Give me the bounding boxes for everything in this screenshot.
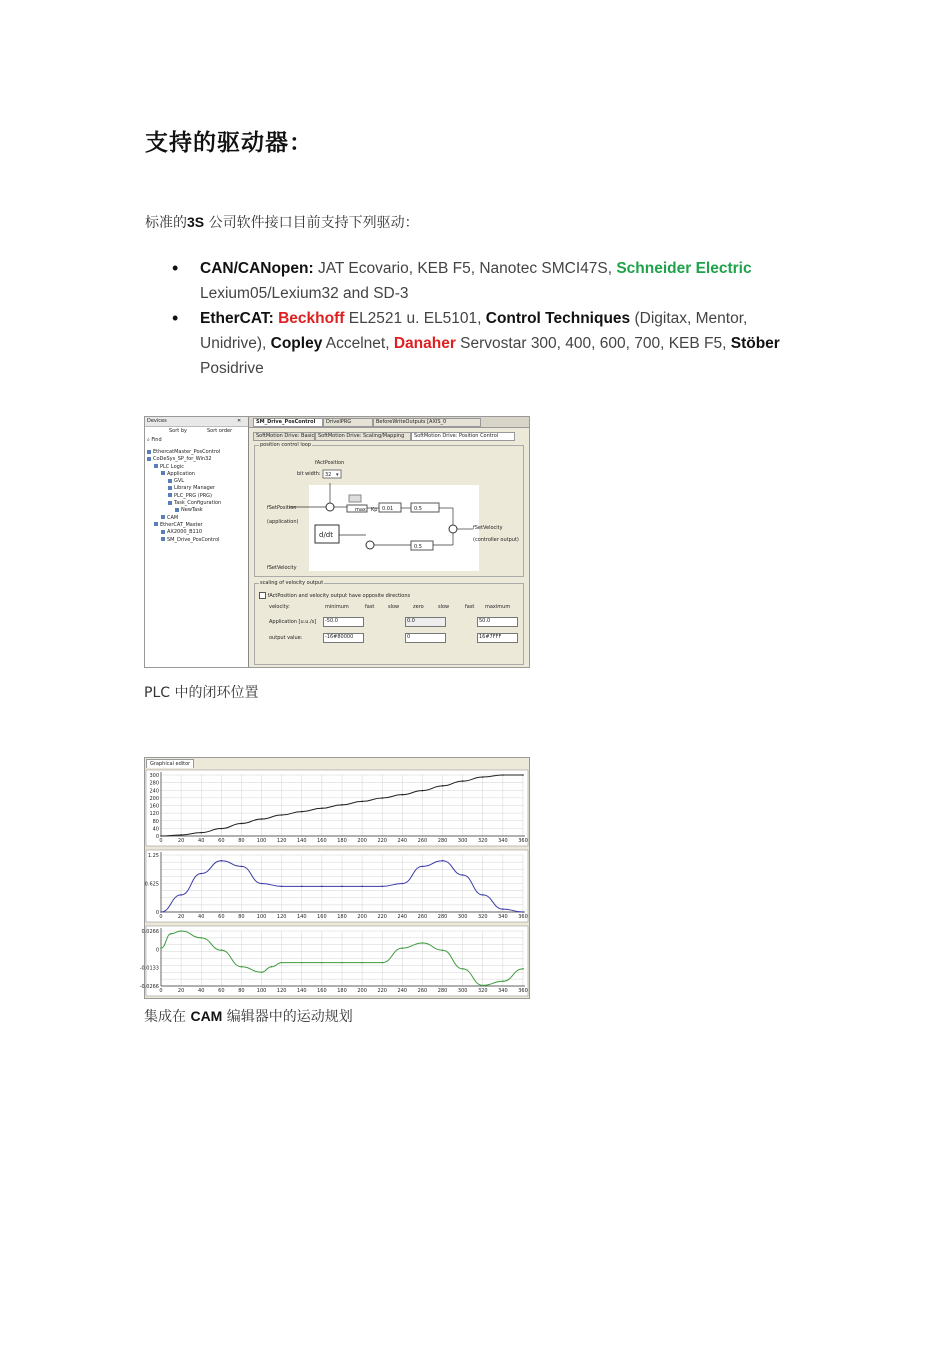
data-point <box>160 835 162 837</box>
data-point <box>261 883 263 885</box>
devices-panel <box>145 417 249 667</box>
tree-item-label: Task_Configuration <box>174 500 222 507</box>
scaling-header: maximum <box>485 604 511 610</box>
figure2-caption <box>144 1006 353 1026</box>
chevron-down-icon: ▾ <box>336 472 339 478</box>
position-control-group-title: position control loop <box>260 442 311 448</box>
y-tick-label: 0 <box>155 834 159 840</box>
data-point <box>271 966 273 968</box>
tree-item[interactable] <box>147 493 247 500</box>
data-point <box>522 774 524 776</box>
y-tick-label: 80 <box>152 818 159 825</box>
application-label: (application) <box>267 519 299 525</box>
y-tick-label: 40 <box>152 826 159 833</box>
scaling-header: velocity: <box>269 604 290 610</box>
data-point <box>442 860 444 862</box>
driver-text: Accelnet, <box>322 335 394 352</box>
data-point <box>221 860 223 862</box>
data-point <box>482 985 484 987</box>
controller-output-label: (controller output) <box>473 537 519 543</box>
x-tick-label: 360 <box>518 838 528 844</box>
set-velocity-in-label: fSetVelocity <box>267 565 297 571</box>
caption2-prefix: 集成在 <box>144 1009 191 1025</box>
drivers-list <box>170 256 810 381</box>
graphical-editor-tab[interactable] <box>146 759 194 768</box>
x-tick-label: 160 <box>317 914 327 920</box>
driver-text: Posidrive <box>200 360 264 377</box>
data-point <box>402 947 404 949</box>
control-diagram-svg <box>263 457 519 572</box>
x-tick-label: 280 <box>437 988 448 994</box>
tree-item-label: CAM <box>167 514 179 521</box>
tree-node-icon <box>147 450 151 454</box>
data-point <box>321 962 323 964</box>
intro-bold: 3S <box>187 214 205 230</box>
x-tick-label: 340 <box>498 838 508 844</box>
document-tab[interactable]: BeforeWriteOutputs [AXIS_0 <box>373 418 481 427</box>
driver-vendor: Stöber <box>730 335 780 352</box>
data-point <box>341 804 343 806</box>
y-tick-label: 0.625 <box>144 881 159 888</box>
scaling-headers <box>255 604 523 612</box>
data-point <box>422 866 424 868</box>
tree-item[interactable] <box>147 507 247 514</box>
tree-item-label: NewTask <box>181 507 203 514</box>
x-tick-label: 20 <box>177 838 185 844</box>
cam-chart-panel <box>146 770 528 846</box>
x-tick-label: 340 <box>498 914 508 920</box>
data-point <box>462 780 464 782</box>
x-tick-label: 180 <box>337 988 347 994</box>
data-point <box>301 811 303 813</box>
driver-bus-label: EtherCAT: <box>200 310 274 327</box>
cam-charts <box>139 768 529 998</box>
find-button[interactable] <box>147 437 162 444</box>
kp-value: 0.01 <box>382 506 394 512</box>
scaling-header: slow <box>388 604 400 610</box>
x-tick-label: 240 <box>397 988 408 994</box>
data-point <box>361 962 363 964</box>
data-point <box>261 818 263 820</box>
tree-item[interactable] <box>147 522 247 529</box>
x-tick-label: 120 <box>276 988 287 994</box>
tree-node-icon <box>161 471 165 475</box>
tree-item-label: CoDeSys_SP_for_Win32 <box>153 456 212 463</box>
velocity-scaling-title: scaling of velocity output <box>260 580 324 586</box>
data-point <box>341 886 343 888</box>
data-point <box>422 942 424 944</box>
data-point <box>381 886 383 888</box>
checkbox-label: fActPosition and velocity output have opposite directions <box>267 593 411 599</box>
x-tick-label: 320 <box>478 838 488 844</box>
data-point <box>442 785 444 787</box>
data-point <box>522 911 524 913</box>
editor-sub-tab[interactable]: SoftMotion Drive: Scaling/Mapping <box>315 432 411 441</box>
data-point <box>180 894 182 896</box>
data-point <box>281 962 283 964</box>
data-point <box>200 937 202 939</box>
x-tick-label: 240 <box>397 838 408 844</box>
gain-value-1: 0.5 <box>414 506 422 512</box>
x-tick-label: 80 <box>238 914 245 920</box>
data-point <box>241 823 243 825</box>
x-tick-label: 20 <box>177 914 185 920</box>
data-point <box>381 797 383 799</box>
tree-node-icon <box>168 501 172 505</box>
opposite-direction-checkbox[interactable] <box>259 592 410 600</box>
x-tick-label: 140 <box>297 914 307 920</box>
data-point <box>482 776 484 778</box>
data-point <box>281 814 283 816</box>
tree-item[interactable] <box>147 449 247 456</box>
y-tick-label: 300 <box>149 773 159 779</box>
x-tick-label: 180 <box>337 838 347 844</box>
data-point <box>241 866 243 868</box>
data-point <box>482 894 484 896</box>
tree-node-icon <box>161 530 165 534</box>
driver-vendor: Control Techniques <box>485 310 631 327</box>
data-point <box>502 774 504 776</box>
x-tick-label: 200 <box>357 914 367 920</box>
data-point <box>462 874 464 876</box>
data-point <box>170 933 172 935</box>
x-tick-label: 60 <box>218 914 225 920</box>
y-tick-label: 0.0266 <box>141 929 159 935</box>
y-tick-label: 0 <box>155 947 159 954</box>
scaling-header: fast <box>465 604 475 610</box>
x-tick-label: 40 <box>198 914 205 920</box>
tree-node-icon <box>154 464 158 468</box>
x-tick-label: 40 <box>198 988 205 994</box>
x-tick-label: 280 <box>437 914 448 920</box>
scaling-value-field[interactable]: -16#80000 <box>323 633 364 643</box>
data-point <box>221 949 223 951</box>
data-point <box>502 908 504 910</box>
checkbox-box[interactable] <box>259 592 266 599</box>
data-point <box>442 949 444 951</box>
chart-frame <box>146 926 528 996</box>
x-tick-label: 100 <box>256 838 267 844</box>
derivative-label: d/dt <box>319 531 333 539</box>
device-tree <box>147 449 247 544</box>
x-tick-label: 220 <box>377 838 387 844</box>
x-tick-label: 80 <box>238 838 245 844</box>
control-diagram <box>263 457 519 572</box>
data-point <box>361 801 363 803</box>
scaling-value-field[interactable]: 0 <box>405 633 446 643</box>
driver-vendor: Beckhoff <box>278 310 345 327</box>
graphical-editor-tab-label: Graphical editor <box>150 761 191 767</box>
x-tick-label: 0 <box>159 838 163 844</box>
editor-sub-tab[interactable]: SoftMotion Drive: Position Control <box>411 432 515 441</box>
x-tick-label: 120 <box>276 838 287 844</box>
sum-junction-3 <box>449 525 457 533</box>
tree-item[interactable] <box>147 537 247 544</box>
intro-suffix: 公司软件接口目前支持下列驱动： <box>204 215 419 231</box>
x-tick-label: 200 <box>357 838 367 844</box>
x-tick-label: 220 <box>377 988 387 994</box>
editor-sub-tabs <box>253 432 525 441</box>
x-tick-label: 100 <box>256 988 267 994</box>
tree-item-label: Application <box>167 470 195 477</box>
bit-width-value: 32 <box>325 472 332 478</box>
data-point <box>221 828 223 830</box>
data-point <box>180 834 182 836</box>
data-point <box>261 971 263 973</box>
tree-item-label: PLC Logic <box>160 463 184 470</box>
tree-item-label: EtherCAT_Master <box>160 521 203 528</box>
data-point <box>160 911 162 913</box>
devices-titlebar <box>145 417 248 427</box>
figure1-caption: PLC 中的闭环位置 <box>144 685 259 701</box>
caption2-suffix: 编辑器中的运动规划 <box>222 1009 353 1025</box>
data-point <box>341 962 343 964</box>
y-tick-label: -0.0133 <box>139 965 159 972</box>
tree-item[interactable] <box>147 464 247 471</box>
tree-node-icon <box>161 515 165 519</box>
data-point <box>361 886 363 888</box>
max-label: max <box>355 507 366 513</box>
data-point <box>160 947 162 949</box>
tree-item-label: Library Manager <box>174 485 215 492</box>
editor-sub-tab[interactable]: SoftMotion Drive: Basic <box>253 432 315 441</box>
sort-by-button[interactable]: Sort by <box>169 428 187 434</box>
x-tick-label: 80 <box>238 988 245 994</box>
tree-node-icon <box>168 486 172 490</box>
devices-title: Devices <box>147 418 167 424</box>
driver-vendor: Copley <box>270 335 323 352</box>
tree-item[interactable] <box>147 471 247 478</box>
x-tick-label: 60 <box>218 838 225 844</box>
tree-item[interactable] <box>147 485 247 492</box>
scaling-header: slow <box>438 604 450 610</box>
y-tick-label: 200 <box>149 795 159 802</box>
tree-item[interactable] <box>147 456 247 463</box>
scaling-value-field[interactable]: 0.0 <box>405 617 446 627</box>
x-tick-label: 260 <box>417 838 428 844</box>
y-tick-label: 240 <box>149 788 159 795</box>
tree-item[interactable] <box>147 500 247 507</box>
x-tick-label: 340 <box>498 988 508 994</box>
output-row-label: output value: <box>269 635 303 641</box>
caption2-bold: CAM <box>190 1008 223 1024</box>
tree-node-icon <box>147 457 151 461</box>
tree-item[interactable] <box>147 478 247 485</box>
data-point <box>281 886 283 888</box>
kp-label: Kp <box>371 507 378 513</box>
driver-text: Servostar 300, 400, 600, 700, KEB F5, <box>455 335 731 352</box>
x-tick-label: 260 <box>417 914 428 920</box>
close-icon[interactable]: ✕ <box>237 418 242 424</box>
x-tick-label: 300 <box>457 838 468 844</box>
cam-chart-panel <box>145 850 528 922</box>
x-tick-label: 180 <box>337 914 347 920</box>
data-point <box>402 794 404 796</box>
document-tab[interactable]: SM_Drive_PosControl <box>253 418 323 427</box>
x-tick-label: 320 <box>478 988 488 994</box>
gain-value-2: 0.5 <box>414 544 422 550</box>
scaling-value-field[interactable]: 16#7FFF <box>477 633 518 643</box>
x-tick-label: 200 <box>357 988 367 994</box>
tree-item[interactable] <box>147 515 247 522</box>
find-label: Find <box>151 437 162 443</box>
x-tick-label: 220 <box>377 914 387 920</box>
tree-node-icon <box>168 479 172 483</box>
x-tick-label: 260 <box>417 988 428 994</box>
tree-node-icon <box>161 537 165 541</box>
tree-item[interactable] <box>147 529 247 536</box>
y-tick-label: 120 <box>149 811 159 818</box>
x-tick-label: 100 <box>256 914 267 920</box>
data-point <box>180 930 182 932</box>
sum-junction-1 <box>326 503 334 511</box>
sort-order-button[interactable]: Sort order <box>207 428 233 434</box>
cam-chart-panel <box>140 926 528 996</box>
x-tick-label: 140 <box>297 988 307 994</box>
document-tabs <box>249 417 529 428</box>
data-point <box>301 962 303 964</box>
x-tick-label: 60 <box>218 988 225 994</box>
velocity-scaling-group <box>254 580 524 665</box>
tree-item-label: PLC_PRG (PRG) <box>174 492 213 499</box>
output-row <box>255 633 523 643</box>
sum-junction-2 <box>366 541 374 549</box>
act-position-label: fActPosition <box>315 460 345 466</box>
x-tick-label: 360 <box>518 988 528 994</box>
data-point <box>200 873 202 875</box>
data-point <box>381 962 383 964</box>
y-tick-label: 160 <box>149 803 159 810</box>
driver-item <box>170 256 810 306</box>
data-point <box>321 807 323 809</box>
x-tick-label: 120 <box>276 914 287 920</box>
x-tick-label: 20 <box>177 988 185 994</box>
chart-frame <box>146 770 528 846</box>
x-tick-label: 360 <box>518 914 528 920</box>
scaling-header: zero <box>413 604 424 610</box>
data-point <box>522 968 524 970</box>
y-tick-label: 0 <box>155 910 159 916</box>
intro-prefix: 标准的 <box>145 215 187 231</box>
y-tick-label: 1.25 <box>147 853 159 859</box>
bit-width-label: bit width: <box>297 471 321 477</box>
data-point <box>462 968 464 970</box>
x-tick-label: 0 <box>159 988 163 994</box>
driver-text: JAT Ecovario, KEB F5, Nanotec SMCI47S, <box>313 260 617 277</box>
data-point <box>502 980 504 982</box>
driver-bus-label: CAN/CANopen: <box>200 260 314 277</box>
document-tab[interactable]: DriveIPRG <box>323 418 373 427</box>
driver-vendor: Schneider Electric <box>616 260 752 277</box>
plc-closed-loop-screenshot <box>144 416 530 668</box>
data-point <box>200 832 202 834</box>
data-point <box>241 966 243 968</box>
tree-node-icon <box>154 522 158 526</box>
x-tick-label: 0 <box>159 914 163 920</box>
input-small-box <box>349 495 361 502</box>
x-tick-label: 140 <box>297 838 307 844</box>
scaling-header: minimum <box>325 604 349 610</box>
scaling-value-field[interactable]: -50.0 <box>323 617 364 627</box>
devices-toolbar <box>145 427 248 436</box>
application-row-label: Application [u.u./s] <box>269 619 317 625</box>
intro-text <box>145 212 419 232</box>
data-point <box>321 886 323 888</box>
y-tick-label: 280 <box>149 780 159 787</box>
data-point <box>422 790 424 792</box>
x-tick-label: 320 <box>478 914 488 920</box>
set-position-label: fSetPosition <box>267 505 297 511</box>
tree-item-label: GVL <box>174 478 185 485</box>
find-icon: ⌕ <box>147 437 150 443</box>
set-velocity-out-label: fSetVelocity <box>473 525 503 531</box>
data-point <box>301 886 303 888</box>
tree-node-icon <box>175 508 179 512</box>
cam-graphical-editor <box>139 757 530 999</box>
scaling-value-field[interactable]: 50.0 <box>477 617 518 627</box>
x-tick-label: 240 <box>397 914 408 920</box>
page-title: 支持的驱动器： <box>145 130 313 156</box>
x-tick-label: 300 <box>457 914 468 920</box>
scaling-header: fast <box>365 604 375 610</box>
tree-item-label: AX2000_B110 <box>167 529 203 536</box>
application-row <box>255 617 523 627</box>
tree-node-icon <box>168 493 172 497</box>
driver-text: Lexium05/Lexium32 and SD-3 <box>200 285 409 302</box>
driver-text: EL2521 u. EL5101, <box>344 310 486 327</box>
x-tick-label: 160 <box>317 988 327 994</box>
x-tick-label: 280 <box>437 838 448 844</box>
tree-item-label: EthercatMaster_PosControl <box>153 449 221 455</box>
driver-item <box>170 306 810 381</box>
driver-vendor: Danaher <box>393 335 456 352</box>
x-tick-label: 160 <box>317 838 327 844</box>
y-tick-label: -0.0266 <box>139 984 159 990</box>
tree-item-label: SM_Drive_PosControl <box>167 536 220 543</box>
x-tick-label: 300 <box>457 988 468 994</box>
x-tick-label: 40 <box>198 838 205 844</box>
data-point <box>402 883 404 885</box>
driver-text: (Digitax, Mentor, Unidrive), <box>200 310 748 352</box>
editor-area <box>249 417 529 667</box>
